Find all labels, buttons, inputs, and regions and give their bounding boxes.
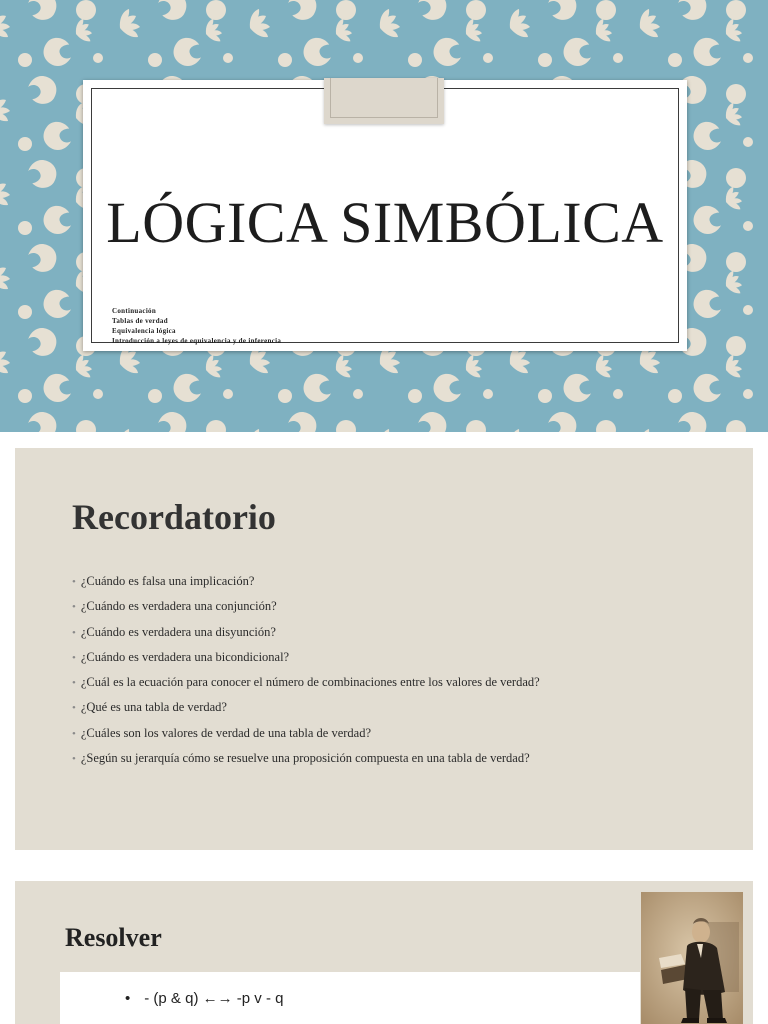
list-item [72, 645, 540, 670]
logic-expression [125, 990, 283, 1007]
bullet-marker: • [72, 626, 76, 639]
bullet-marker: • [72, 601, 76, 614]
list-item-text: ¿Cuándo es verdadera una bicondicional? [80, 649, 290, 664]
list-item [72, 670, 540, 695]
subtitle-list [112, 306, 281, 346]
list-item [72, 620, 540, 645]
question-list [72, 569, 540, 771]
portrait-photo [641, 892, 743, 1024]
decorative-tab [324, 78, 444, 124]
bullet-marker: • [125, 990, 131, 1007]
bullet-marker: • [72, 753, 76, 766]
bullet-marker: • [72, 727, 76, 740]
subtitle-line: Introducción a leyes de equivalencia y de inferencia [112, 337, 282, 345]
list-item-text: ¿Cuándo es falsa una implicación? [80, 574, 255, 588]
content-box [60, 972, 640, 1024]
decorative-tab-frame [330, 78, 438, 118]
list-item-text: ¿Qué es una tabla de verdad? [80, 700, 227, 715]
list-item [72, 721, 540, 746]
list-item [72, 746, 540, 771]
list-item [72, 569, 540, 594]
list-item-text: ¿Cuáles son los valores de verdad de una tabla de verdad? [80, 725, 372, 740]
recordatorio-slide [15, 448, 753, 850]
subtitle-line: Continuación [112, 307, 157, 315]
bullet-marker: • [72, 677, 76, 690]
list-item-text: ¿Cuándo es verdadera una conjunción? [80, 599, 277, 614]
subtitle-line: Tablas de verdad [112, 317, 168, 325]
slide-heading: Resolver [65, 923, 162, 952]
subtitle-line: Equivalencia lógica [112, 327, 176, 335]
resolver-slide [15, 881, 753, 1024]
title-card-frame [91, 88, 679, 343]
seated-man-photo [641, 892, 743, 1024]
list-item [72, 695, 540, 720]
list-item-text: ¿Según su jerarquía cómo se resuelve una proposición compuesta en una tabla de verdad? [80, 751, 530, 766]
bullet-marker: • [72, 702, 76, 715]
title-slide [0, 0, 768, 432]
title-card [83, 80, 687, 351]
expression-text: - (p & q) ←→ -p v - q [144, 990, 284, 1007]
slide-heading: Recordatorio [72, 497, 276, 537]
list-item [72, 594, 540, 619]
bullet-marker: • [72, 576, 76, 588]
list-item-text: ¿Cuál es la ecuación para conocer el número de combinaciones entre los valores de verdad? [80, 675, 540, 690]
slide-title: LÓGICA SIMBÓLICA [106, 190, 664, 255]
list-item-text: ¿Cuándo es verdadera una disyunción? [80, 624, 276, 639]
bullet-marker: • [72, 651, 76, 664]
